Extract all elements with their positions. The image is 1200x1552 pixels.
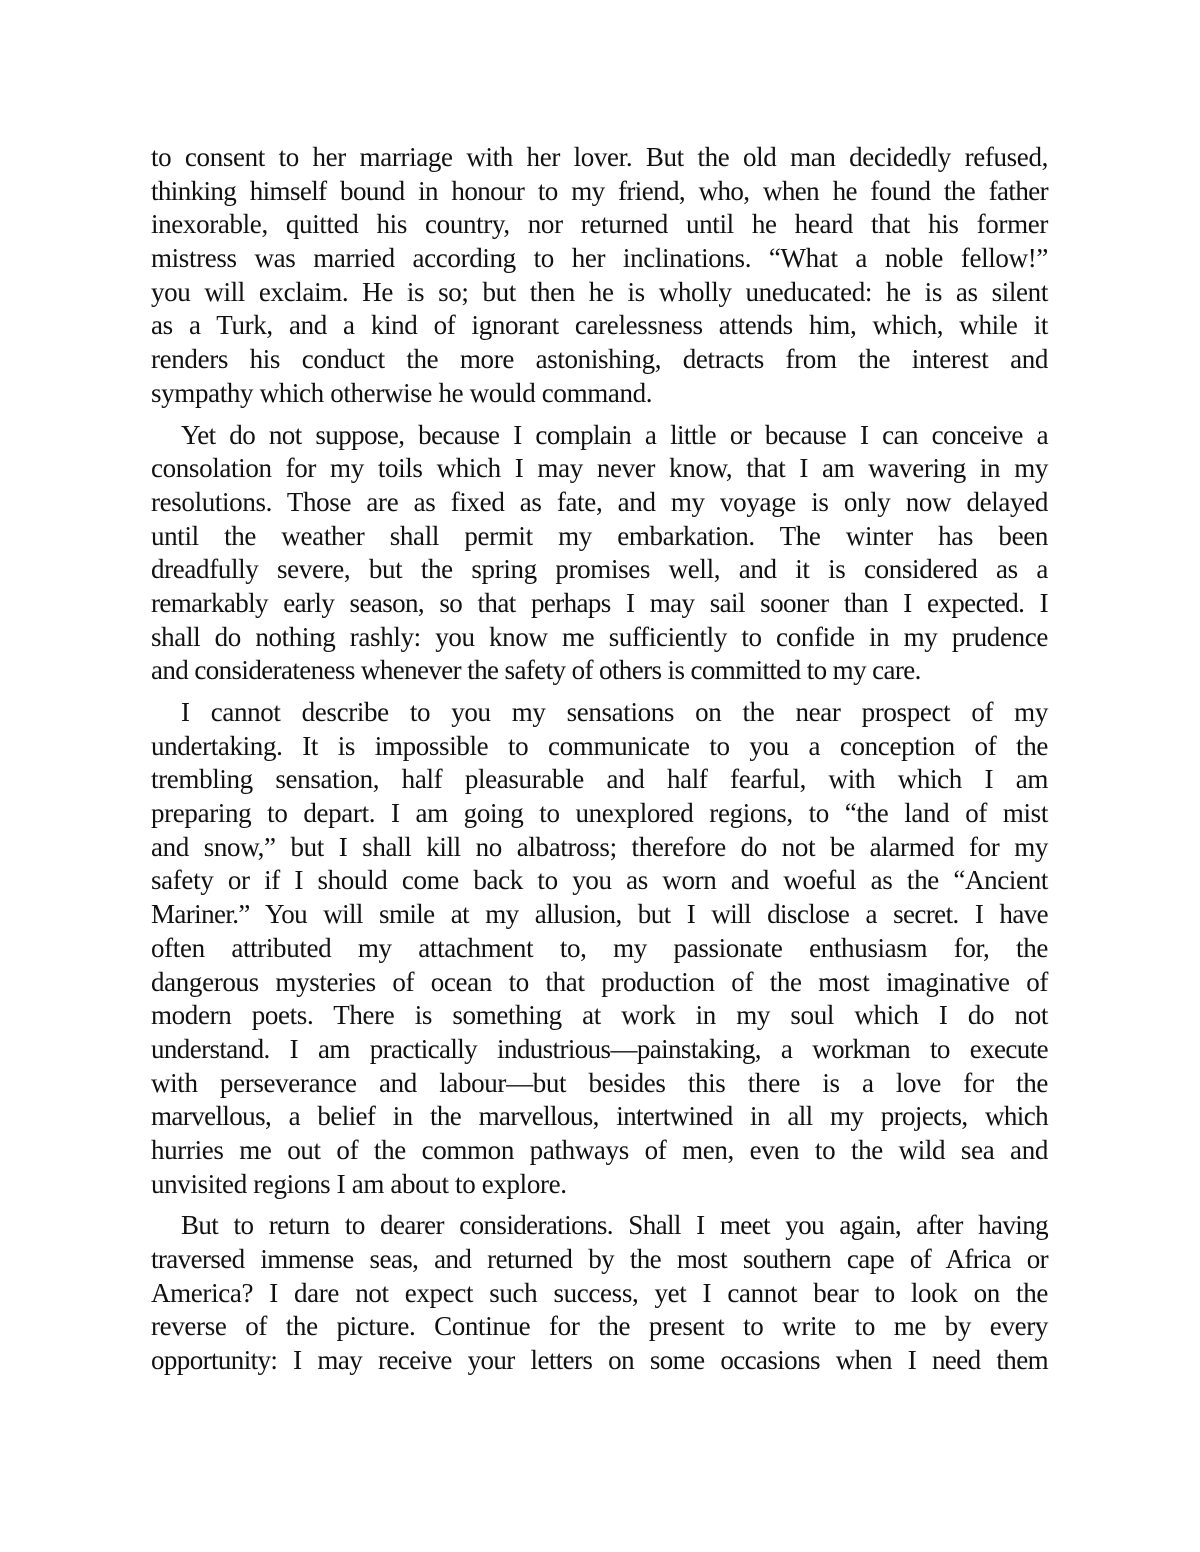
text-line: with perseverance and labour—but besides this there is a love for the xyxy=(151,1067,1048,1098)
text-line: renders his conduct the more astonishing, detracts from the interest and xyxy=(151,344,1048,375)
text-line: and snow,” but I shall kill no albatross; therefore do not be alarmed for my xyxy=(151,831,1048,862)
text-line: hurries me out of the common pathways of men, even to the wild sea and xyxy=(151,1134,1048,1165)
text-line: dangerous mysteries of ocean to that production of the most imaginative of xyxy=(151,966,1048,997)
paragraph-3 xyxy=(151,696,1048,1201)
text-line: reverse of the picture. Continue for the present to write to me by every xyxy=(151,1311,1048,1342)
text-line: Yet do not suppose, because I complain a little or because I can conceive a xyxy=(181,419,1048,450)
text-line: marvellous, a belief in the marvellous, intertwined in all my projects, which xyxy=(151,1101,1048,1132)
text-line: I cannot describe to you my sensations on the near prospect of my xyxy=(181,697,1048,727)
text-line: as a Turk, and a kind of ignorant carelessness attends him, which, while it xyxy=(151,310,1048,341)
text-line: and considerateness whenever the safety of others is committed to my care. xyxy=(151,655,921,686)
paragraph-2 xyxy=(151,419,1048,689)
text-line: trembling sensation, half pleasurable and half fearful, with which I am xyxy=(151,764,1048,795)
text-line: sympathy which otherwise he would command. xyxy=(151,377,653,408)
text-line: to consent to her marriage with her lover. But the old man decidedly refused, xyxy=(151,142,1048,172)
text-line: preparing to depart. I am going to unexplored regions, to “the land of mist xyxy=(151,798,1048,829)
text-line: America? I dare not expect such success, yet I cannot bear to look on the xyxy=(151,1277,1048,1308)
text-line: Mariner.” You will smile at my allusion, but I will disclose a secret. I have xyxy=(151,899,1048,930)
text-line: shall do nothing rashly: you know me sufficiently to confide in my prudence xyxy=(151,621,1048,652)
text-line: consolation for my toils which I may never know, that I am wavering in my xyxy=(151,453,1048,484)
text-line: often attributed my attachment to, my passionate enthusiasm for, the xyxy=(151,932,1048,963)
text-line: until the weather shall permit my embarkation. The winter has been xyxy=(151,520,1048,551)
text-line: undertaking. It is impossible to communicate to you a conception of the xyxy=(151,730,1048,761)
paragraph-1 xyxy=(151,141,1048,411)
text-line: inexorable, quitted his country, nor returned until he heard that his former xyxy=(151,209,1048,240)
text-line: opportunity: I may receive your letters on some occasions when I need them xyxy=(151,1345,1048,1376)
text-line: traversed immense seas, and returned by the most southern cape of Africa or xyxy=(151,1244,1048,1274)
text-line: unvisited regions I am about to explore. xyxy=(151,1168,567,1199)
document-page xyxy=(151,141,1048,1386)
paragraph-4 xyxy=(151,1209,1048,1377)
text-line: thinking himself bound in honour to my friend, who, when he found the father xyxy=(151,175,1048,206)
text-line: resolutions. Those are as fixed as fate, and my voyage is only now delayed xyxy=(151,486,1048,517)
text-line: dreadfully severe, but the spring promises well, and it is considered as a xyxy=(151,554,1048,585)
text-line: remarkably early season, so that perhaps I may sail sooner than I expected. I xyxy=(151,587,1048,618)
text-line: modern poets. There is something at work in my soul which I do not xyxy=(151,1000,1048,1031)
text-line: you will exclaim. He is so; but then he is wholly uneducated: he is as silent xyxy=(151,276,1048,307)
text-line: understand. I am practically industrious—painstaking, a workman to execute xyxy=(151,1033,1048,1064)
text-line: But to return to dearer considerations. Shall I meet you again, after having xyxy=(181,1210,1048,1241)
text-line: safety or if I should come back to you as worn and woeful as the “Ancient xyxy=(151,865,1048,896)
text-line: mistress was married according to her inclinations. “What a noble fellow!” xyxy=(151,243,1048,274)
